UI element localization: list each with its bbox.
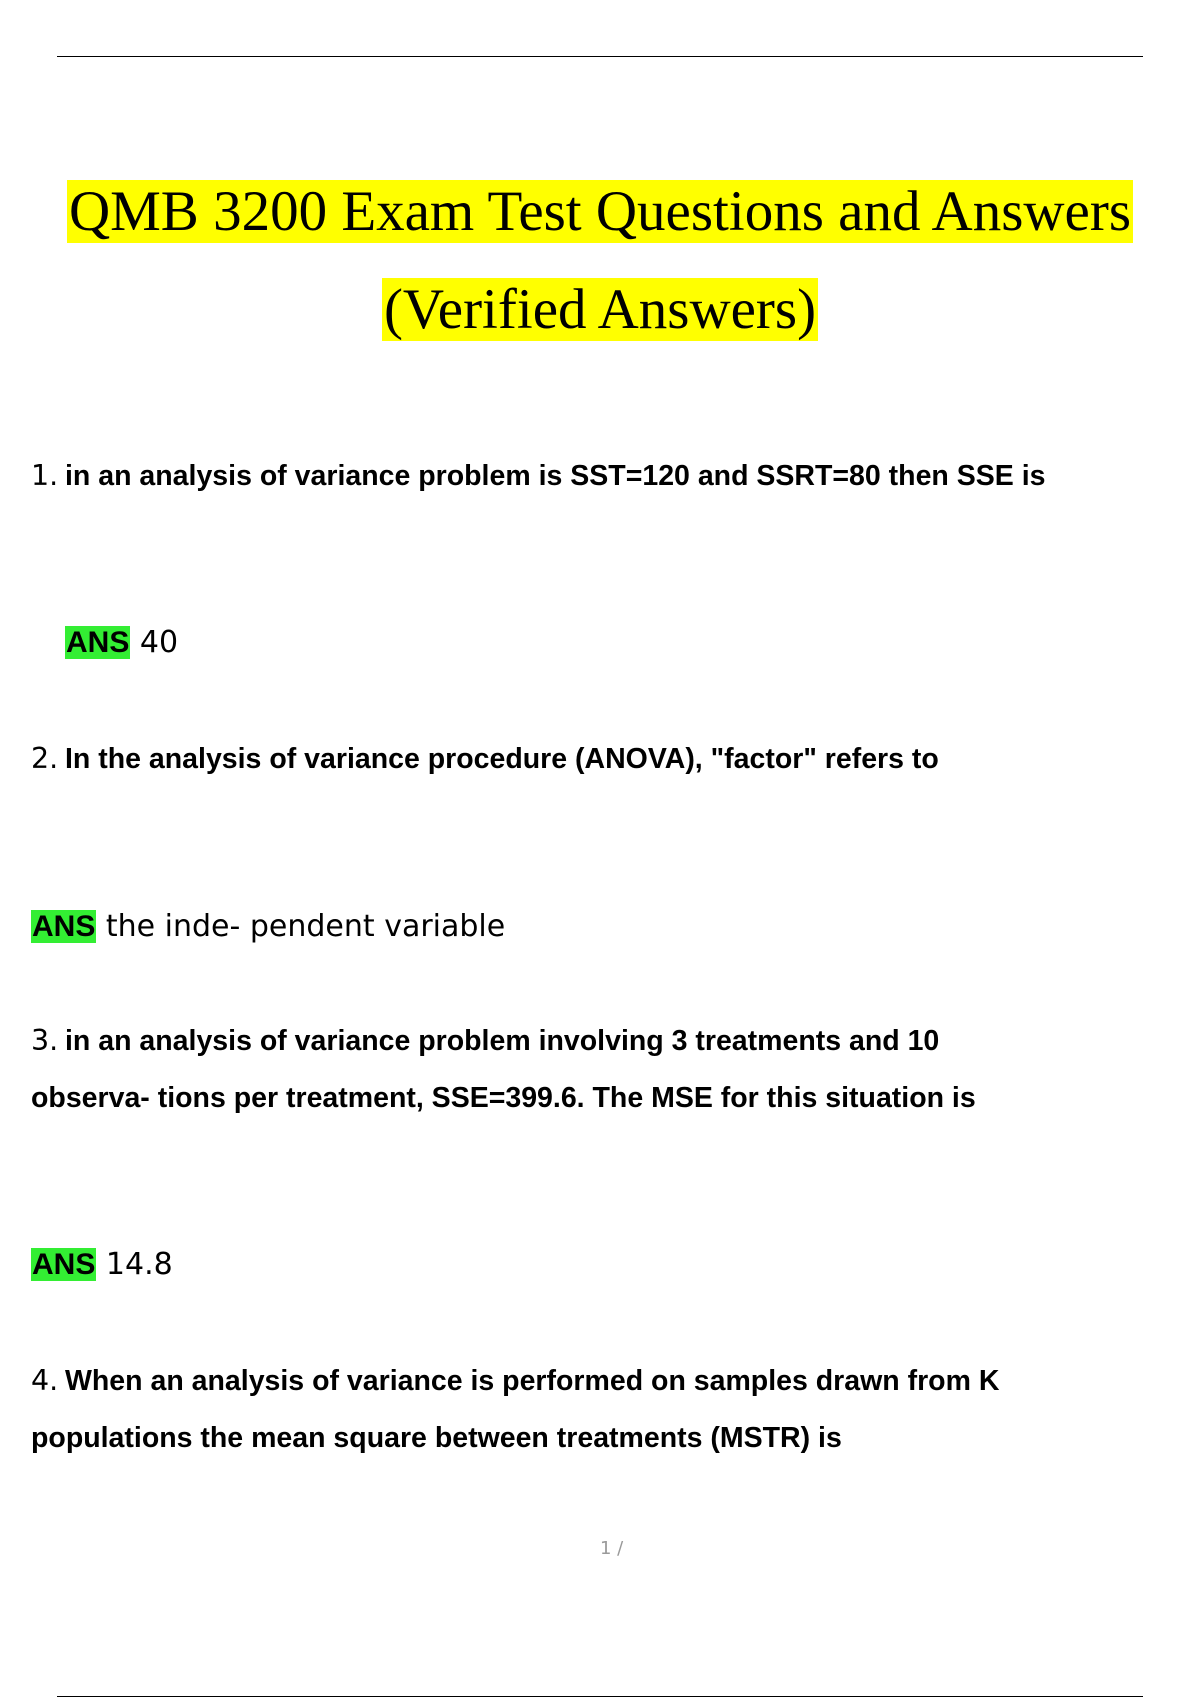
- question-number: 2.: [31, 742, 59, 775]
- question-text: In the analysis of variance procedure (ANOVA), "factor" refers to: [65, 743, 939, 775]
- question-text: in an analysis of variance problem involving 3 treatments and 10: [65, 1025, 940, 1057]
- bottom-rule: [57, 1696, 1143, 1697]
- page-number: 1 /: [600, 1538, 624, 1559]
- answer-tag: ANS: [32, 1248, 96, 1281]
- title-line-1: QMB 3200 Exam Test Questions and Answers: [68, 180, 1132, 243]
- answer-3: [31, 1245, 173, 1285]
- question-number: 3.: [31, 1024, 59, 1057]
- top-rule: [57, 56, 1143, 57]
- question-number: 1.: [31, 459, 59, 492]
- answer-tag: ANS: [66, 626, 130, 659]
- answer-text: 14.8: [105, 1247, 173, 1282]
- answer-text: the inde- pendent variable: [105, 909, 506, 944]
- answer-1: [65, 623, 178, 663]
- question-text-continued: populations the mean square between treatments (MSTR) is: [31, 1422, 842, 1454]
- question-text: When an analysis of variance is performed on samples drawn from K: [65, 1365, 1000, 1397]
- answer-tag: ANS: [32, 910, 96, 943]
- question-number: 4.: [31, 1364, 59, 1397]
- answer-2: [31, 907, 505, 947]
- document-subtitle: [0, 278, 1200, 342]
- question-text-continued: observa- tions per treatment, SSE=399.6. The MSE for this situation is: [31, 1082, 976, 1114]
- answer-text: 40: [139, 625, 179, 660]
- title-line-2: (Verified Answers): [383, 278, 817, 341]
- document-title: [0, 180, 1200, 244]
- question-text: in an analysis of variance problem is SST=120 and SSRT=80 then SSE is: [65, 460, 1046, 492]
